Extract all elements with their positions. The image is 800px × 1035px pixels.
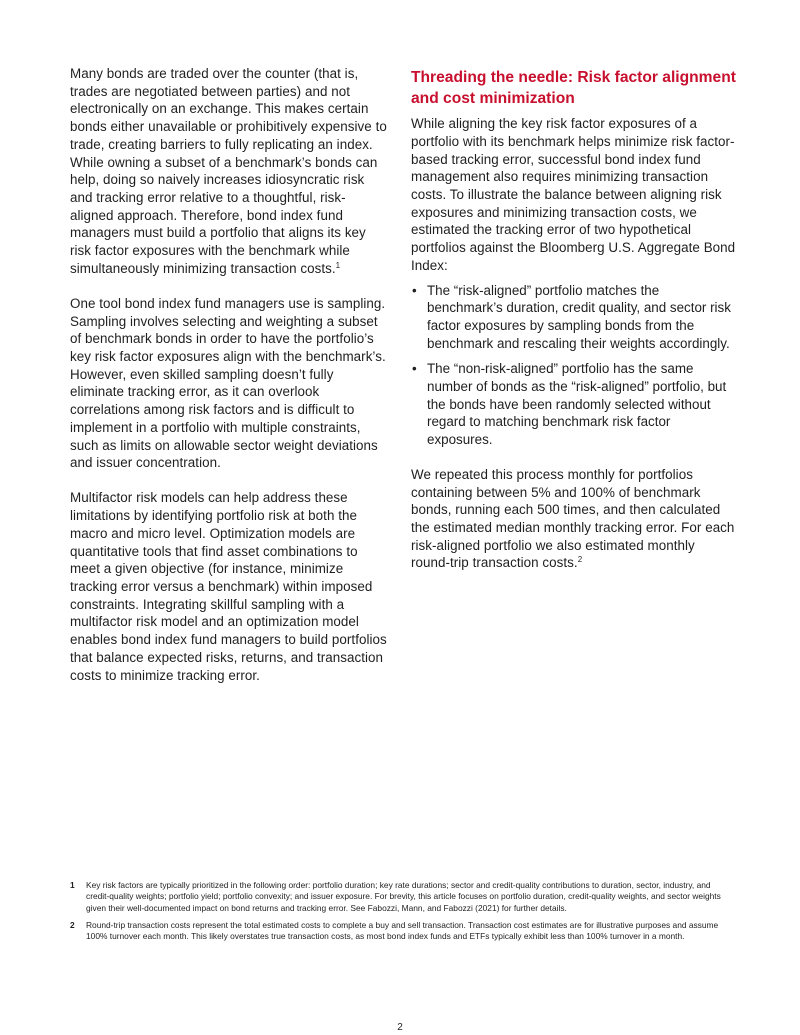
left-column bbox=[70, 65, 388, 684]
footnote-text: Round-trip transaction costs represent the total estimated costs to complete a buy and sell transaction. Transaction cost estimates are for illustrative purposes and assume 100% turnover each month. This likely overstates true transaction costs, as most bond index funds and ETFs typically exhibit less than 100% turnover in a month. bbox=[86, 919, 719, 942]
section-heading: Threading the needle: Risk factor alignment and cost minimization bbox=[411, 69, 736, 107]
list-item-text: The “risk-aligned” portfolio matches the benchmark’s duration, credit quality, and sector risk factor exposures by sampling bonds from the benchmark and rescaling their weights accordingly. bbox=[427, 282, 731, 351]
paragraph-otc-trading bbox=[70, 65, 388, 277]
paragraph-text: Many bonds are traded over the counter (that is, trades are negotiated between parties) and not electronically on an exchange. This makes certain bonds either unavailable or prohibitively expensive to trade, creating barriers to fully replicating an index. While owning a subset of a benchmark’s bonds can help, doing so naively increases idiosyncratic risk and tracking error relative to a thoughtful, risk-aligned approach. Therefore, bond index fund managers must build a portfolio that aligns its key risk factor exposures with the benchmark while simultaneously minimizing transaction costs. bbox=[70, 66, 387, 276]
page-number: 2 bbox=[397, 1022, 403, 1033]
bullet-icon: • bbox=[412, 361, 417, 377]
list-item-risk-aligned bbox=[411, 282, 736, 353]
footnote-number: 1 bbox=[70, 880, 75, 890]
list-item-text: The “non-risk-aligned” portfolio has the same number of bonds as the “risk-aligned” portfolio, but the bonds have been randomly selected without regard to matching benchmark risk factor exposures. bbox=[427, 361, 727, 448]
paragraph-multifactor-models: Multifactor risk models can help address these limitations by identifying portfolio risk at both the macro and micro level. Optimization models are quantitative tools that find asset combinations to meet a given objective (for instance, minimize tracking error versus a benchmark) within imposed constraints. Integrating skillful sampling with a multifactor risk model and an optimization model enables bond index fund managers to build portfolios that balance expected risks, returns, and transaction costs to minimize tracking error. bbox=[70, 490, 387, 683]
footnote-ref-2[interactable]: 2 bbox=[577, 555, 583, 565]
footnote-1 bbox=[70, 880, 730, 914]
footnote-2 bbox=[70, 920, 730, 943]
list-item-non-risk-aligned bbox=[411, 360, 736, 449]
footnote-number: 2 bbox=[70, 919, 75, 930]
footnote-text: Key risk factors are typically prioritized in the following order: portfolio duration; key rate durations; sector and credit-quality contributions to duration, sector, industry, and credit-quality weights; portfolio yield; portfolio convexity; and issuer exposure. For brevity, this article focuses on portfolio duration, credit-quality weights, and sector weights given their well-documented impact on bond returns and tracking error. See Fabozzi, Mann, and Fabozzi (2021) for further details. bbox=[86, 880, 721, 913]
paragraph-methodology bbox=[411, 466, 736, 572]
right-column bbox=[411, 65, 736, 572]
paragraph-sampling: One tool bond index fund managers use is sampling. Sampling involves selecting and weighting a subset of benchmark bonds in order to have the portfolio’s key risk factor exposures align with the benchmark’s. However, even skilled sampling doesn’t fully eliminate tracking error, as it can overlook correlations among risk factors and is difficult to implement in a portfolio with multiple constraints, such as limits on allowable sector weight deviations and issuer concentration. bbox=[70, 295, 386, 471]
bullet-list bbox=[411, 282, 736, 449]
paragraph-intro: While aligning the key risk factor exposures of a portfolio with its benchmark helps minimize risk factor-based tracking error, successful bond index fund management also requires minimizing transaction costs. To illustrate the balance between aligning risk exposures and minimizing transaction costs, we estimated the tracking error of two hypothetical portfolios against the Bloomberg U.S. Aggregate Bond Index: bbox=[411, 116, 736, 273]
paragraph-text: We repeated this process monthly for portfolios containing between 5% and 100% of benchmark bonds, running each 500 times, and then calculated the estimated median monthly tracking error. For each risk-aligned portfolio we also estimated monthly round-trip transaction costs. bbox=[411, 466, 735, 571]
bullet-icon: • bbox=[412, 282, 417, 298]
footnotes bbox=[70, 880, 730, 948]
footnote-ref-1[interactable]: 1 bbox=[335, 260, 341, 270]
